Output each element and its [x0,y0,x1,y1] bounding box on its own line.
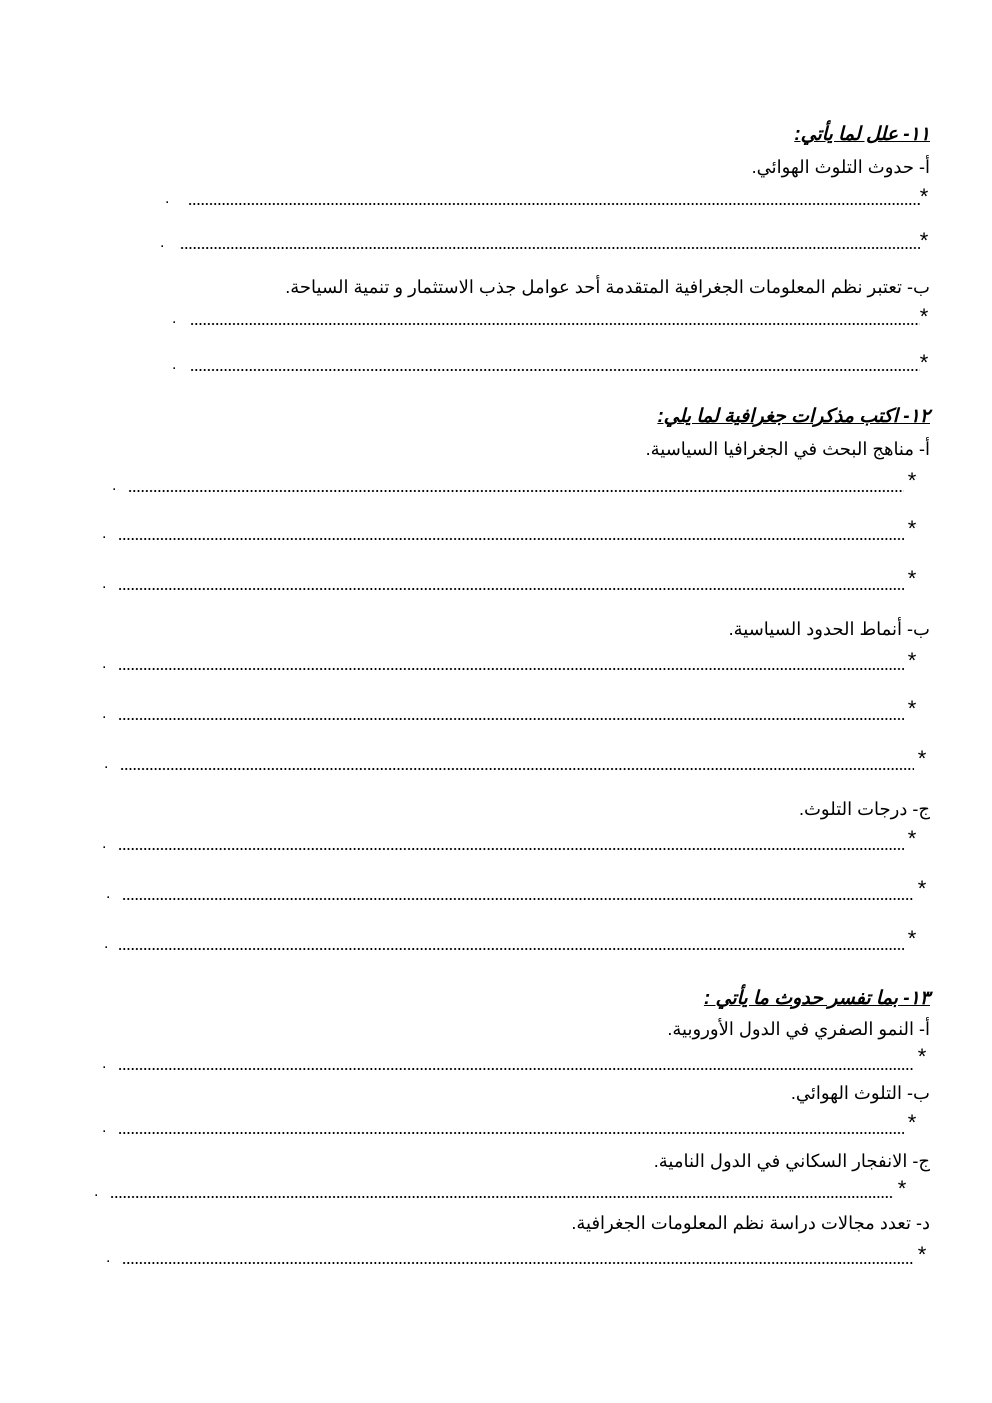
q13-item-b: ب- التلوث الهوائي. [790,1083,930,1103]
answer-line-end: . [172,310,177,327]
answer-marker: * [917,1044,927,1069]
q12-title: ١٢- اكتب مذكرات جغرافية لما يلي: [657,406,930,427]
answer-marker: * [907,468,917,493]
answer-line-end: . [102,575,107,592]
answer-line[interactable] [118,948,904,950]
answer-marker: * [907,826,917,851]
answer-line[interactable] [190,323,920,325]
answer-line[interactable] [110,1196,894,1198]
q12-item-a: أ- مناهج البحث في الجغرافيا السياسية. [645,439,930,459]
answer-marker: * [919,304,929,329]
q13-item-d: د- تعدد مجالات دراسة نظم المعلومات الجغرافية. [571,1213,930,1233]
answer-line[interactable] [188,203,920,205]
answer-line[interactable] [118,1068,914,1070]
answer-line-end: . [160,234,165,251]
answer-line[interactable] [118,718,904,720]
answer-line[interactable] [120,768,914,770]
answer-line-end: . [94,1183,99,1200]
answer-line-end: . [112,477,117,494]
answer-line[interactable] [118,668,904,670]
q12-item-c: ج- درجات التلوث. [798,799,930,819]
answer-line[interactable] [122,898,914,900]
q13-title: ١٣- بما تفسر حدوث ما يأتي : [703,988,930,1009]
answer-line-end: . [106,885,111,902]
answer-marker: * [907,926,917,951]
answer-line[interactable] [190,369,920,371]
answer-line[interactable] [118,588,904,590]
answer-marker: * [919,350,929,375]
answer-line-end: . [165,190,170,207]
answer-line[interactable] [118,848,904,850]
answer-line-end: . [102,1055,107,1072]
answer-marker: * [917,1242,927,1267]
q11-item-a: أ- حدوث التلوث الهوائي. [751,157,930,177]
answer-marker: * [917,746,927,771]
answer-line-end: . [102,705,107,722]
answer-line-end: . [102,1119,107,1136]
answer-marker: * [917,876,927,901]
q11-item-b: ب- تعتبر نظم المعلومات الجغرافية المتقدمة أحد عوامل جذب الاستثمار و تنمية السياحة. [285,277,930,297]
answer-marker: * [919,184,929,209]
answer-marker: * [907,516,917,541]
answer-marker: * [907,696,917,721]
answer-marker: * [907,648,917,673]
q11-title: ١١- علل لما يأتي: [794,124,930,145]
answer-line-end: . [104,935,109,952]
answer-line[interactable] [122,1262,914,1264]
answer-line[interactable] [180,247,920,249]
q13-item-c: ج- الانفجار السكاني في الدول النامية. [653,1151,930,1171]
answer-line[interactable] [118,1132,904,1134]
answer-line-end: . [106,1249,111,1266]
answer-line-end: . [104,755,109,772]
answer-line-end: . [172,356,177,373]
answer-line[interactable] [118,538,904,540]
q12-item-b: ب- أنماط الحدود السياسية. [728,619,930,639]
answer-line[interactable] [128,490,904,492]
answer-line-end: . [102,655,107,672]
answer-marker: * [897,1176,907,1201]
answer-marker: * [907,1110,917,1135]
answer-marker: * [919,228,929,253]
answer-line-end: . [102,525,107,542]
answer-marker: * [907,566,917,591]
q13-item-a: أ- النمو الصفري في الدول الأوروبية. [667,1019,930,1039]
answer-line-end: . [102,835,107,852]
